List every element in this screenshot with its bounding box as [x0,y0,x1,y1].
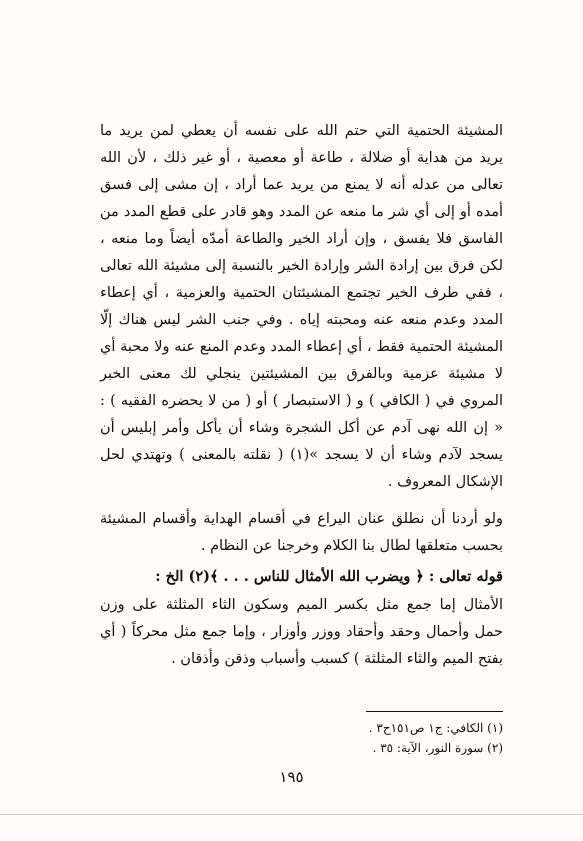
footnote-1: (١) الكافي: ج١ ص١٥١ح٣ . [368,721,503,735]
body-paragraph-3 [100,592,503,673]
page-bottom-line [0,814,583,815]
heading-text: قوله تعالى : ﴿ ويضرب الله الأمثال للناس . . . ﴾(٢) الخ : [155,568,503,585]
page-number: ١٩٥ [279,768,304,786]
paragraph-text: المشيئة الحتمية التي حتم الله على نفسه أن يعطي لمن يريد ما يريد من هداية أو ضلالة ، طاعة أو معصية ، أو غير ذلك ، لأن الله تعالى من عدله أنه لا يمنع من يريد عما أراد ، إن مشى إلى فسق أمده أو إلى أي شر ما منعه عن المدد وهو قادر على قطع المدد من الفاسق فلا يفسق ، وإن أراد الخير والطاعة أمدّه أيضاً وما منعه ، لكن فرق بين إرادة الشر وإرادة الخير بالنسبة إلى مشيئة الله تعالى ، ففي طرف الخير تجتمع المشيئتان الحتمية والعزمية ، أي إعطاء المدد وعدم منعه عنه ومحبته إياه . وفي جنب الشر ليس هناك إلّا المشيئة الحتمية فقط ، أي إعطاء المدد وعدم المنع عنه ولا محبة أي لا مشيئة عزمية وبالفرق بين المشيئتين ينجلي لك معنى الخبر المروي في ( الكافي ) و ( الاستبصار ) أو ( من لا يحضره الفقيه ) : « إن الله نهى آدم عن أكل الشجرة وشاء أن يأكل وأمر إبليس أن يسجد لآدم وشاء أن لا يسجد »(١) ( نقلته بالمعنى ) وتهتدي لحل الإشكال المعروف . [100,123,503,490]
body-paragraph-1 [100,118,503,496]
paragraph-text: الأمثال إما جمع مثل بكسر الميم وسكون الثاء المثلثة على وزن حمل وأحمال وحقد وأحقاد ووزر وأوزار ، وإما جمع مثل محركاً ( أي بفتح الميم والثاء المثلثة ) كسبب وأسباب وذقن وأذقان . [100,597,503,667]
verse-heading [100,563,503,590]
footnote-divider [366,711,503,712]
footnotes [300,718,503,758]
body-paragraph-2 [100,506,503,560]
footnote-2: (٢) سورة النور، الآية: ٣٥ . [372,741,503,755]
paragraph-text: ولو أردنا أن نطلق عنان اليراع في أقسام الهداية وأقسام المشيئة بحسب متعلقها لطال بنا الكلام وخرجنا عن النظام . [100,511,503,554]
